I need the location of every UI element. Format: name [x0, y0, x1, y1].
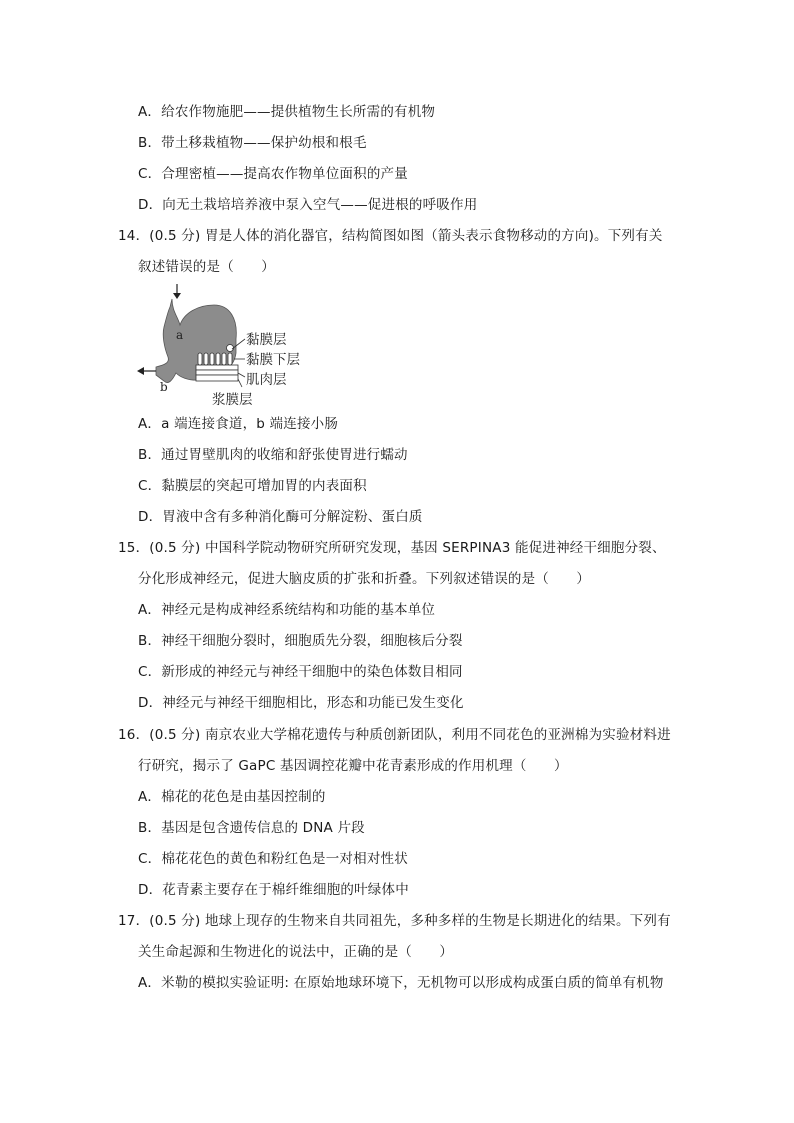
q17-stem-line1: 17．(0.5 分) 地球上现存的生物来自共同祖先，多种多样的生物是长期进化的结果。下列有 [118, 913, 671, 929]
q15-stem-line2: 分化形成神经元，促进大脑皮质的扩张和折叠。下列叙述错误的是（ ） [138, 571, 591, 587]
q15-option-a: A．神经元是构成神经系统结构和功能的基本单位 [138, 602, 436, 618]
q15-stem-line1: 15．(0.5 分) 中国科学院动物研究所研究发现，基因 SERPINA3 能促进神经干细胞分裂、 [118, 540, 666, 556]
stomach-diagram [134, 283, 324, 408]
q14-stem-line2: 叙述错误的是（ ） [138, 259, 275, 275]
q16-option-d: D．花青素主要存在于棉纤维细胞的叶绿体中 [138, 882, 409, 898]
label-a: a [176, 328, 184, 342]
layer-mucosa: 黏膜层 [246, 332, 287, 348]
q13-option-d: D．向无土栽培培养液中泵入空气——促进根的呼吸作用 [138, 197, 478, 213]
q15-option-d: D．神经元与神经干细胞相比，形态和功能已发生变化 [138, 695, 464, 711]
q14-option-c: C．黏膜层的突起可增加胃的内表面积 [138, 478, 367, 494]
layer-muscularis: 肌肉层 [246, 372, 287, 388]
q16-stem-line1: 16．(0.5 分) 南京农业大学棉花遗传与种质创新团队，利用不同花色的亚洲棉为实验材料进 [118, 727, 671, 743]
q14-option-d: D．胃液中含有多种消化酶可分解淀粉、蛋白质 [138, 509, 423, 525]
q17-option-a: A．米勒的模拟实验证明: 在原始地球环境下，无机物可以形成构成蛋白质的简单有机物 [138, 975, 664, 991]
label-b: b [160, 380, 168, 394]
layer-submucosa: 黏膜下层 [246, 352, 300, 368]
q16-option-a: A．棉花的花色是由基因控制的 [138, 789, 326, 805]
q14-stem-line1: 14．(0.5 分) 胃是人体的消化器官，结构简图如图（箭头表示食物移动的方向)。下列有关 [118, 228, 663, 244]
q13-option-c: C．合理密植——提高农作物单位面积的产量 [138, 166, 408, 182]
q15-option-c: C．新形成的神经元与神经干细胞中的染色体数目相同 [138, 664, 463, 680]
q16-stem-line2: 行研究，揭示了 GaPC 基因调控花瓣中花青素形成的作用机理（ ） [138, 758, 568, 774]
q15-option-b: B．神经干细胞分裂时，细胞质先分裂，细胞核后分裂 [138, 633, 463, 649]
q16-option-b: B．基因是包含遗传信息的 DNA 片段 [138, 820, 365, 836]
q13-option-b: B．带土移栽植物——保护幼根和根毛 [138, 135, 367, 151]
q14-option-b: B．通过胃壁肌肉的收缩和舒张使胃进行蠕动 [138, 447, 408, 463]
q14-option-a: A．a 端连接食道，b 端连接小肠 [138, 416, 339, 432]
q13-option-a: A．给农作物施肥——提供植物生长所需的有机物 [138, 104, 436, 120]
q16-option-c: C．棉花花色的黄色和粉红色是一对相对性状 [138, 851, 408, 867]
layer-serosa: 浆膜层 [212, 392, 253, 408]
q17-stem-line2: 关生命起源和生物进化的说法中，正确的是（ ） [138, 944, 454, 960]
